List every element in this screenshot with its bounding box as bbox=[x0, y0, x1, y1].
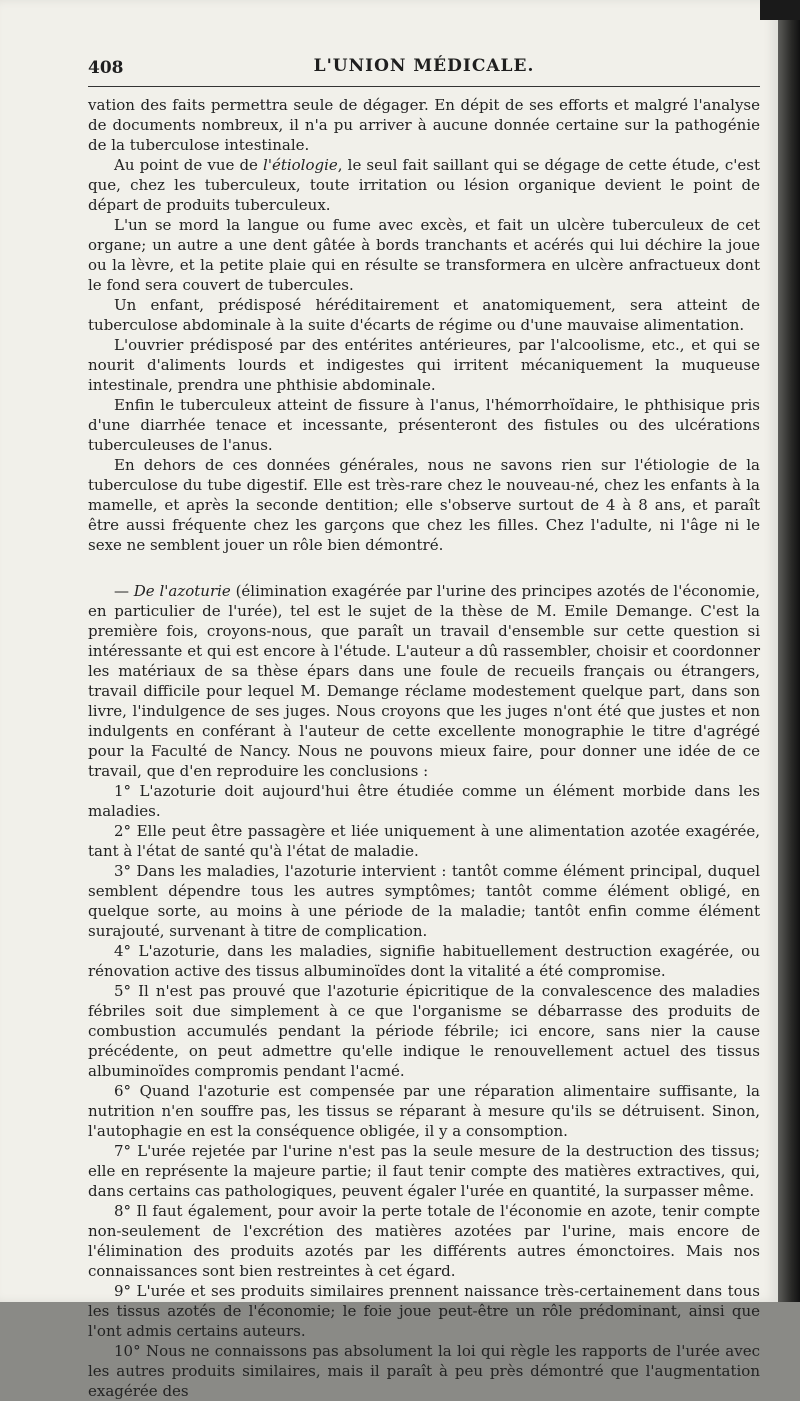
paragraph-text: 10° Nous ne connaissons pas absolument la loi qui règle les rapports de l'urée avec les autres produits similaires, mais il paraît à peu près démontré que l'augmentation exagérée des bbox=[88, 1342, 760, 1400]
paragraph-text: 7° L'urée rejetée par l'urine n'est pas la seule mesure de la destruction des tissus; elle en représente la majeure partie; il faut tenir compte des matières extractives, qui, dans certains cas pathologiques, peuvent égaler l'urée en quantité, la surpasser même. bbox=[88, 1142, 760, 1200]
paragraph-text: vation des faits permettra seule de dégager. En dépit de ses efforts et malgré l'analyse de documents nombreux, il n'a pu arriver à aucune donnée certaine sur la pathogénie de la tuberculose intestinale. bbox=[88, 96, 760, 154]
paragraph-text: 6° Quand l'azoturie est compensée par une réparation alimentaire suffisante, la nutrition n'en souffre pas, les tissus se réparant à mesure qu'ils se détruisent. Sinon, l'autophagie en est la conséquence obligée, il y a consomption. bbox=[88, 1082, 760, 1140]
paragraph bbox=[88, 781, 760, 821]
running-title: L'UNION MÉDICALE. bbox=[313, 56, 535, 76]
paragraph-text: (élimination exagérée par l'urine des principes azotés de l'économie, en particulier de l'urée), tel est le sujet de la thèse de M. Emile Demange. C'est la première fois, croyons-nous, que paraît un travail d'ensemble sur cette question si intéressante et qui est encore à l'étude. L'auteur a dû rassembler, choisir et coordonner les matériaux de sa thèse épars dans une foule de recueils français ou étrangers, travail difficile pour lequel M. Demange réclame modestement quelque part, dans son livre, l'indulgence de ses juges. Nous croyons que les juges n'ont été que justes et non indulgents en conférant à l'auteur de cette excellente monographie le titre d'agrégé pour la Faculté de Nancy. Nous ne pouvons mieux faire, pour donner une idée de ce travail, que d'en reproduire les conclusions : bbox=[88, 582, 760, 780]
paragraph-text: 5° Il n'est pas prouvé que l'azoturie épicritique de la convalescence des maladies fébriles soit due simplement à ce que l'organisme se débarrasse des produits de combustion accumulés pendant la période fébrile; ici encore, sans nier la cause précédente, on peut admettre qu'elle indique le renouvellement actuel des tissus albuminoïdes compromis pendant l'acmé. bbox=[88, 982, 760, 1080]
book-spine-shadow bbox=[778, 0, 800, 1302]
page-number: 408 bbox=[88, 58, 124, 78]
paragraph-prefix: Au point de vue de bbox=[114, 156, 264, 174]
body-text bbox=[88, 95, 760, 1401]
book-spine-corner bbox=[760, 0, 800, 20]
paragraph bbox=[88, 215, 760, 295]
paragraph-text: Un enfant, prédisposé héréditairement et anatomiquement, sera atteint de tuberculose abdominale à la suite d'écarts de régime ou d'une mauvaise alimentation. bbox=[88, 296, 760, 334]
paragraph-text: 8° Il faut également, pour avoir la perte totale de l'économie en azote, tenir compte non-seulement de l'excrétion des matières azotées par l'urine, mais encore de l'élimination des produits azotés par les différents autres émonctoires. Mais nos connaissances sont bien restreintes à cet égard. bbox=[88, 1202, 760, 1280]
paragraph bbox=[88, 1141, 760, 1201]
paragraph-text: 2° Elle peut être passagère et liée uniquement à une alimentation azotée exagérée, tant à l'état de santé qu'à l'état de maladie. bbox=[88, 822, 760, 860]
paragraph bbox=[88, 981, 760, 1081]
header-rule bbox=[88, 86, 760, 87]
italic-term: l'étiologie bbox=[263, 156, 338, 174]
paragraph bbox=[88, 1281, 760, 1341]
paragraph-text: 3° Dans les maladies, l'azoturie intervient : tantôt comme élément principal, duquel semblent dépendre tous les autres symptômes; tantôt comme élément obligé, en quelque sorte, au moins à une période de la maladie; tantôt enfin comme élément surajouté, survenant à titre de complication. bbox=[88, 862, 760, 940]
paragraph bbox=[88, 941, 760, 981]
paragraph bbox=[88, 1201, 760, 1281]
paragraph bbox=[88, 1341, 760, 1401]
paragraph-text: 4° L'azoturie, dans les maladies, signifie habituellement destruction exagérée, ou rénovation active des tissus albuminoïdes dont la vitalité a été compromise. bbox=[88, 942, 760, 980]
paragraph-text: En dehors de ces données générales, nous ne savons rien sur l'étiologie de la tuberculose du tube digestif. Elle est très-rare chez le nouveau-né, chez les enfants à la mamelle, et après la seconde dentition; elle s'observe surtout de 4 à 8 ans, et paraît être aussi fréquente chez les garçons que chez les filles. Chez l'adulte, ni l'âge ni le sexe ne semblent jouer un rôle bien démontré. bbox=[88, 456, 760, 554]
paragraph bbox=[88, 155, 760, 215]
paragraph-text: 1° L'azoturie doit aujourd'hui être étudiée comme un élément morbide dans les maladies. bbox=[88, 782, 760, 820]
paragraph bbox=[88, 95, 760, 155]
page-header bbox=[88, 52, 760, 86]
paragraph bbox=[88, 335, 760, 395]
paragraph bbox=[88, 295, 760, 335]
paragraph bbox=[88, 455, 760, 555]
paragraph bbox=[88, 1081, 760, 1141]
paragraph bbox=[88, 861, 760, 941]
paragraph bbox=[88, 581, 760, 781]
italic-term: De l'azoturie bbox=[133, 582, 231, 600]
paragraph-text: 9° L'urée et ses produits similaires prennent naissance très-certainement dans tous les tissus azotés de l'économie; le foie joue peut-être un rôle prédominant, ainsi que l'ont admis certains auteurs. bbox=[88, 1282, 760, 1340]
paragraph-text: Enfin le tuberculeux atteint de fissure à l'anus, l'hémorrhoïdaire, le phthisique pris d'une diarrhée tenace et incessante, présenteront des fistules ou des ulcérations tuberculeuses de l'anus. bbox=[88, 396, 760, 454]
paragraph-text: L'ouvrier prédisposé par des entérites antérieures, par l'alcoolisme, etc., et qui se nourit d'aliments lourds et indigestes qui irritent mécaniquement la muqueuse intestinale, prendra une phthisie abdominale. bbox=[88, 336, 760, 394]
paragraph bbox=[88, 821, 760, 861]
paragraph-prefix: — bbox=[114, 582, 134, 600]
paragraph bbox=[88, 395, 760, 455]
paragraph-text: L'un se mord la langue ou fume avec excès, et fait un ulcère tuberculeux de cet organe; un autre a une dent gâtée à bords tranchants et acérés qui lui déchire la joue ou la lèvre, et la petite plaie qui en résulte se transformera en ulcère anfractueux dont le fond sera couvert de tubercules. bbox=[88, 216, 760, 294]
paragraph-text: , le seul fait saillant qui se dégage de cette étude, c'est que, chez les tuberculeux, toute irritation ou lésion organique devient le point de départ de produits tuberculeux. bbox=[88, 156, 760, 214]
